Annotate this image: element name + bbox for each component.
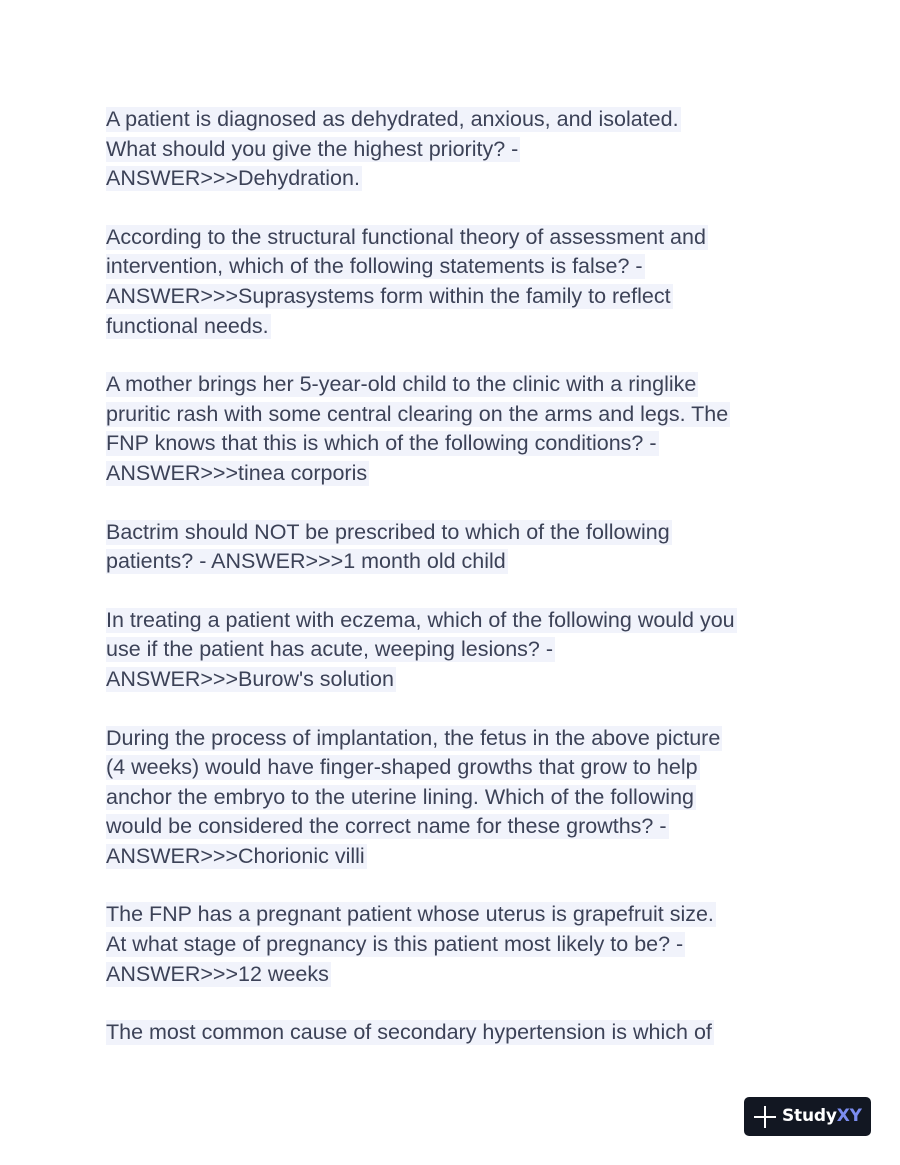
qa-block bbox=[106, 1018, 806, 1048]
text-line: use if the patient has acute, weeping lesions? - bbox=[106, 637, 554, 662]
text-line: A mother brings her 5-year-old child to the clinic with a ringlike bbox=[106, 372, 697, 397]
text-line: According to the structural functional theory of assessment and bbox=[106, 224, 706, 249]
text-line: would be considered the correct name for these growths? - bbox=[106, 814, 667, 839]
qa-block bbox=[106, 518, 806, 577]
text-line: The FNP has a pregnant patient whose uterus is grapefruit size. bbox=[106, 902, 714, 927]
text-line: In treating a patient with eczema, which of the following would you bbox=[106, 607, 735, 632]
brand-logo-text: StudyXY bbox=[782, 1106, 862, 1126]
text-line: ANSWER>>>Suprasystems form within the family to reflect bbox=[106, 283, 671, 308]
text-line: What should you give the highest priority? - bbox=[106, 136, 519, 161]
text-line: During the process of implantation, the fetus in the above picture bbox=[106, 725, 721, 750]
text-line: patients? - ANSWER>>>1 month old child bbox=[106, 549, 506, 574]
studyxy-badge[interactable] bbox=[744, 1097, 871, 1136]
text-line: ANSWER>>>tinea corporis bbox=[106, 460, 368, 485]
qa-block bbox=[106, 900, 806, 989]
qa-block bbox=[106, 105, 806, 194]
qa-block bbox=[106, 223, 806, 341]
text-line: ANSWER>>>12 weeks bbox=[106, 961, 329, 986]
text-line: FNP knows that this is which of the following conditions? - bbox=[106, 431, 657, 456]
text-line: A patient is diagnosed as dehydrated, anxious, and isolated. bbox=[106, 107, 679, 131]
text-line: ANSWER>>>Chorionic villi bbox=[106, 843, 365, 868]
document-page bbox=[106, 105, 806, 1077]
plus-icon bbox=[754, 1106, 776, 1128]
qa-block bbox=[106, 370, 806, 488]
text-line: pruritic rash with some central clearing on the arms and legs. The bbox=[106, 401, 729, 426]
text-line: The most common cause of secondary hypertension is which of bbox=[106, 1020, 712, 1045]
text-line: At what stage of pregnancy is this patient most likely to be? - bbox=[106, 932, 684, 957]
text-line: functional needs. bbox=[106, 313, 269, 338]
qa-block bbox=[106, 724, 806, 872]
text-line: intervention, which of the following statements is false? - bbox=[106, 254, 643, 279]
text-line: (4 weeks) would have finger-shaped growths that grow to help bbox=[106, 755, 698, 780]
text-line: anchor the embryo to the uterine lining. Which of the following bbox=[106, 784, 694, 809]
qa-block bbox=[106, 606, 806, 695]
text-line: ANSWER>>>Dehydration. bbox=[106, 166, 360, 191]
text-line: ANSWER>>>Burow's solution bbox=[106, 666, 394, 691]
text-line: Bactrim should NOT be prescribed to which of the following bbox=[106, 519, 670, 544]
